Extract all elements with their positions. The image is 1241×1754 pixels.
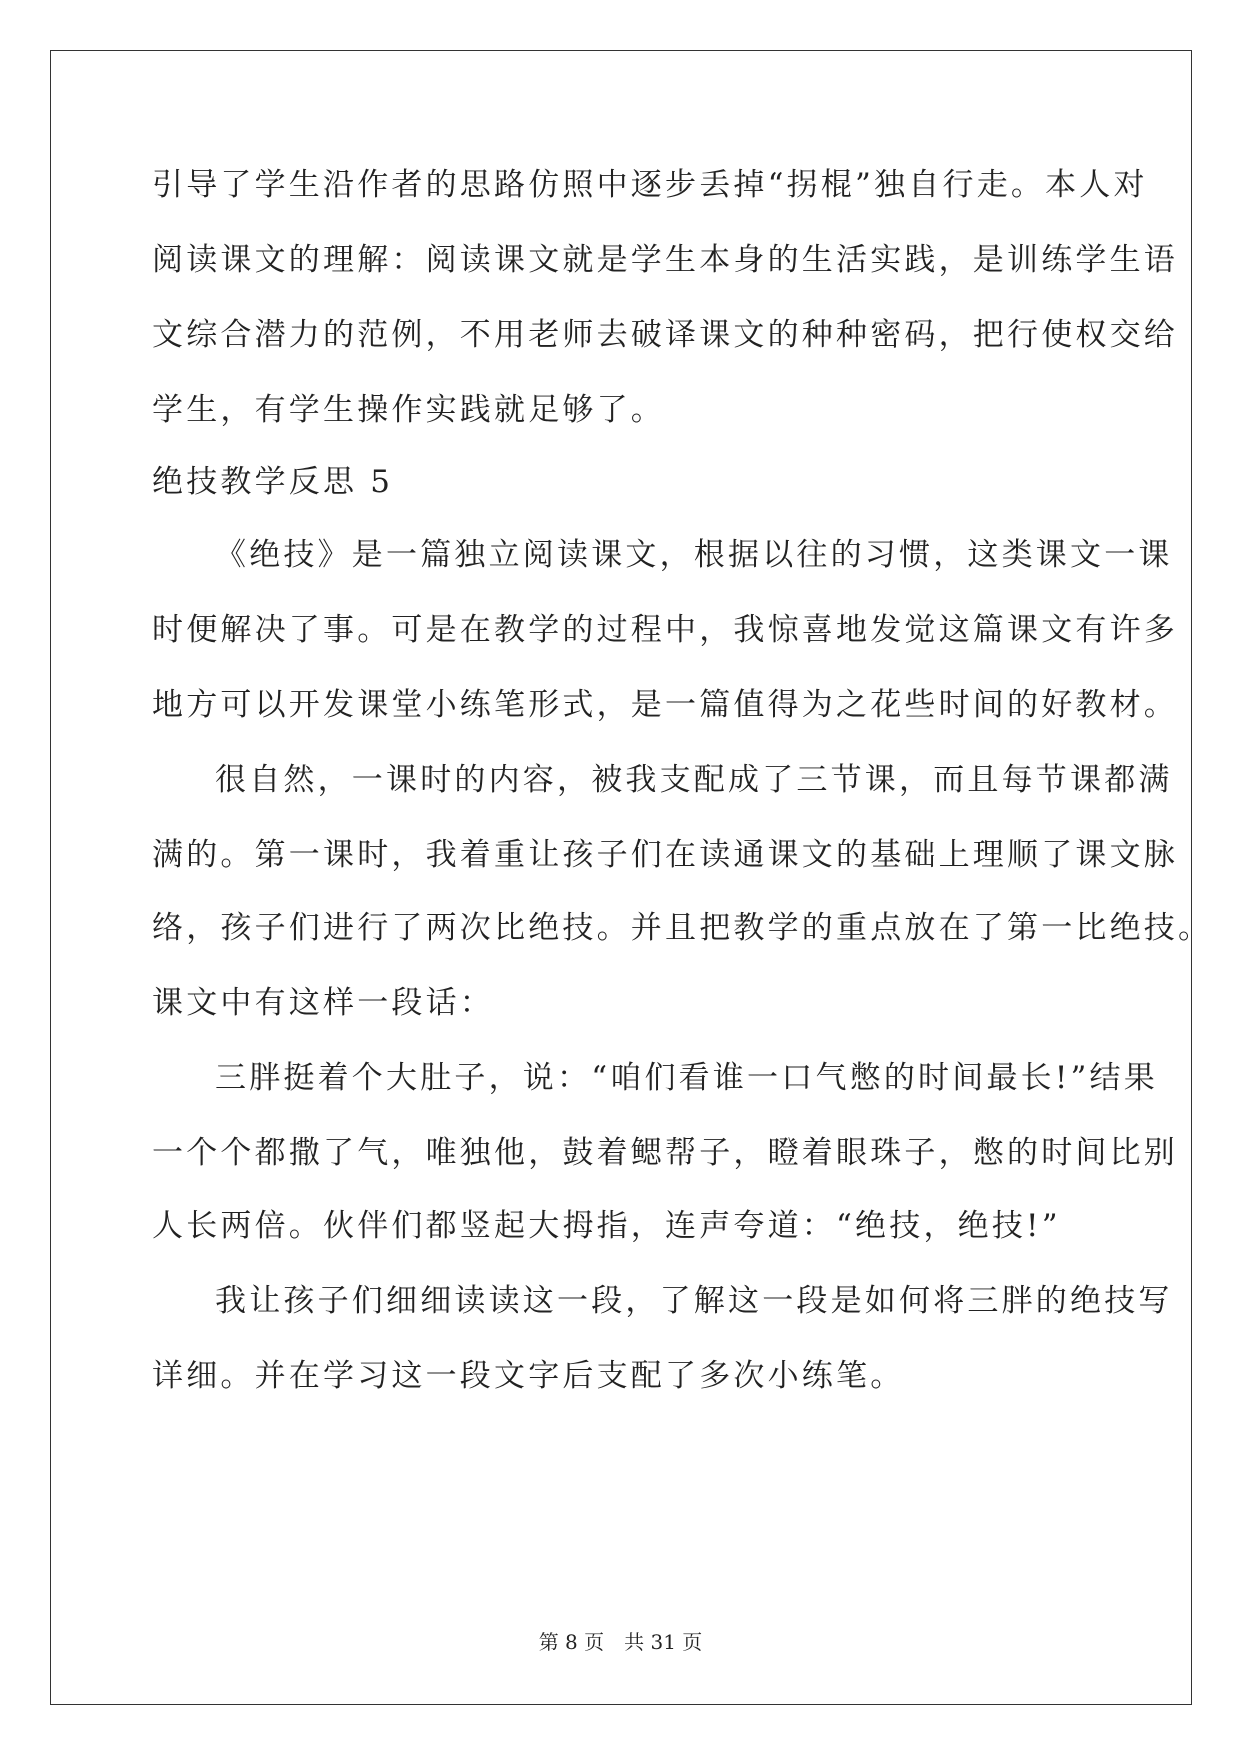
page-total: 共 31 页: [624, 1630, 703, 1654]
paragraph-line: 课文中有这样一段话：: [152, 985, 494, 1021]
paragraph-line: 详细。并在学习这一段文字后支配了多次小练笔。: [152, 1358, 905, 1394]
section-heading: 绝技教学反思 5: [152, 464, 394, 500]
page-footer: [0, 1626, 1241, 1655]
paragraph-line: 阅读课文的理解：阅读课文就是学生本身的生活实践，是训练学生语: [152, 242, 1178, 278]
paragraph-line: 络，孩子们进行了两次比绝技。并且把教学的重点放在了第一比绝技。: [152, 910, 1213, 946]
paragraph-line: 满的。第一课时，我着重让孩子们在读通课文的基础上理顺了课文脉: [152, 837, 1178, 873]
paragraph-line: 人长两倍。伙伴们都竖起大拇指，连声夸道：“绝技，绝技!”: [152, 1208, 1061, 1244]
paragraph-line: 一个个都撒了气，唯独他，鼓着鳃帮子，瞪着眼珠子，憋的时间比别: [152, 1135, 1178, 1171]
paragraph-line: 很自然，一课时的内容，被我支配成了三节课，而且每节课都满: [215, 762, 1173, 798]
paragraph-line: 地方可以开发课堂小练笔形式，是一篇值得为之花些时间的好教材。: [152, 687, 1178, 723]
paragraph-line: 时便解决了事。可是在教学的过程中，我惊喜地发觉这篇课文有许多: [152, 612, 1178, 648]
paragraph-line: 《绝技》是一篇独立阅读课文，根据以往的习惯，这类课文一课: [215, 537, 1173, 573]
paragraph-line: 我让孩子们细细读读这一段，了解这一段是如何将三胖的绝技写: [215, 1283, 1173, 1319]
page-number: 第 8 页: [538, 1630, 605, 1654]
paragraph-line: 引导了学生沿作者的思路仿照中逐步丢掉“拐棍”独自行走。本人对: [152, 167, 1148, 203]
paragraph-line: 三胖挺着个大肚子，说：“咱们看谁一口气憋的时间最长!”结果: [215, 1060, 1158, 1096]
page-border: [50, 50, 1192, 1705]
paragraph-line: 文综合潜力的范例，不用老师去破译课文的种种密码，把行使权交给: [152, 317, 1178, 353]
paragraph-line: 学生，有学生操作实践就足够了。: [152, 392, 665, 428]
